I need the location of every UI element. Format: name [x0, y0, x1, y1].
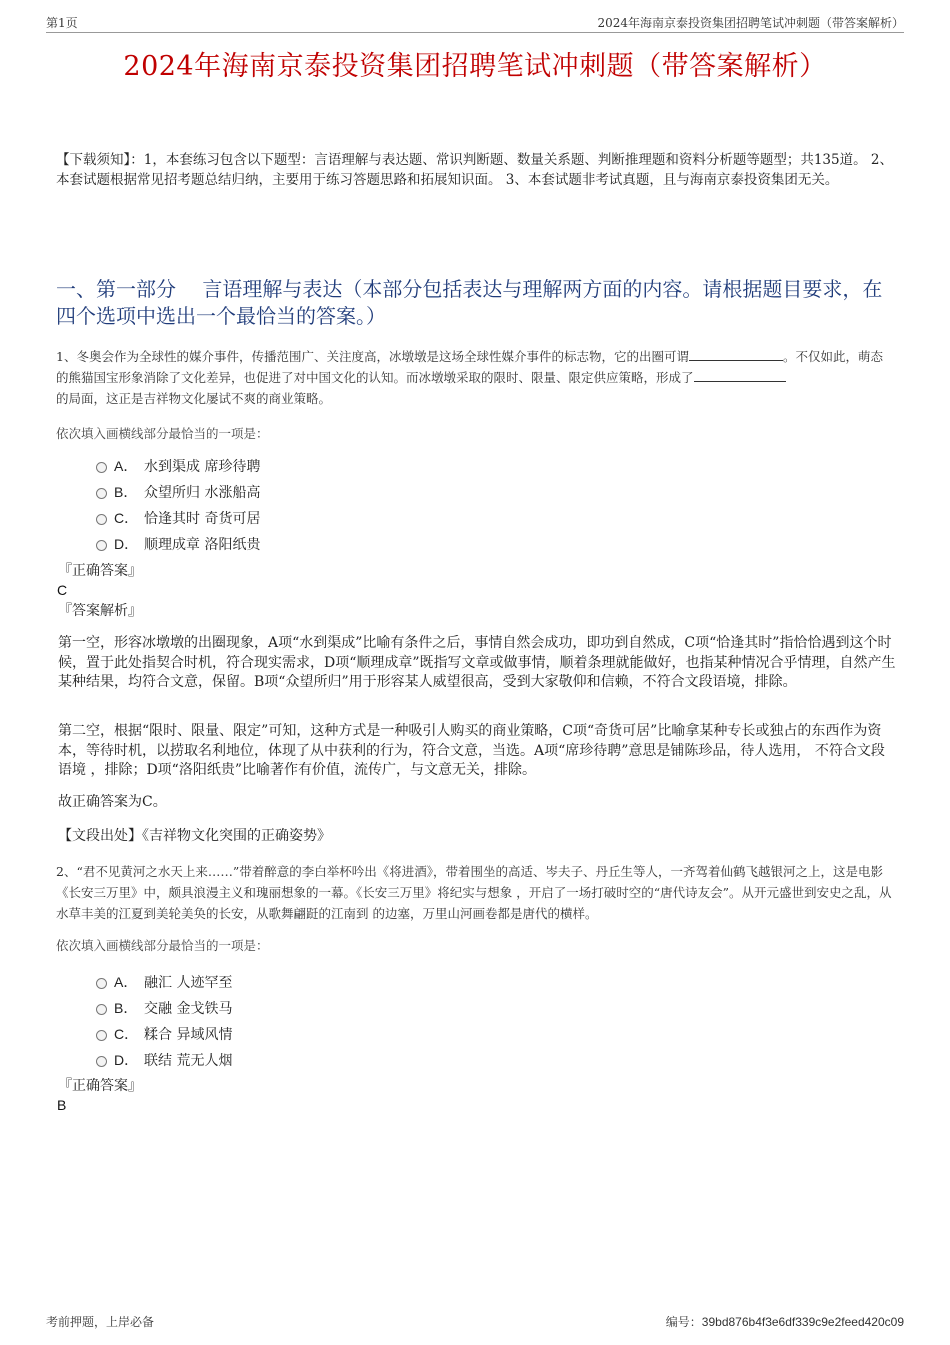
document-title: 2024年海南京泰投资集团招聘笔试冲刺题（带答案解析）: [123, 51, 827, 82]
question-2-prompt: 依次填入画横线部分最恰当的一项是：: [56, 938, 269, 953]
question-1-conclusion: 故正确答案为C。: [58, 794, 167, 810]
radio-icon[interactable]: [96, 978, 107, 989]
radio-icon[interactable]: [96, 462, 107, 473]
footer-slogan: 考前押题，上岸必备: [46, 1315, 155, 1329]
option-d[interactable]: D． 联结 荒无人烟: [96, 1047, 232, 1073]
footer-code-label: 编号：: [665, 1315, 702, 1329]
header-doc-name: 2024年海南京泰投资集团招聘笔试冲刺题（带答案解析）: [597, 16, 904, 30]
option-c[interactable]: C． 糅合 异域风情: [96, 1021, 232, 1047]
footer-code-value: 39bd876b4f3e6df339c9e2feed420c09: [701, 1315, 904, 1329]
radio-icon[interactable]: [96, 1004, 107, 1015]
question-1-prompt: 依次填入画横线部分最恰当的一项是：: [56, 426, 269, 441]
option-a[interactable]: A． 水到渠成 席珍待聘: [96, 453, 260, 479]
question-1-source: 【文段出处】《吉祥物文化突围的正确姿势》: [58, 828, 331, 844]
footer-code: [666, 1313, 904, 1330]
option-c[interactable]: C． 恰逢其时 奇货可居: [96, 505, 260, 531]
question-1-analysis-label: 『答案解析』: [58, 603, 142, 619]
question-1-options: [96, 453, 260, 557]
section-title: 一、第一部分 言语理解与表达（本部分包括表达与理解两方面的内容。请根据题目要求，在四个选项中选出一个最恰当的答案。）: [56, 277, 883, 328]
option-b[interactable]: B． 众望所归 水涨船高: [96, 479, 260, 505]
radio-icon[interactable]: [96, 1056, 107, 1067]
question-2-answer-label: 『正确答案』: [58, 1078, 142, 1094]
question-2-options: [96, 969, 232, 1073]
question-1-answer: C: [57, 582, 68, 598]
option-b[interactable]: B． 交融 金戈铁马: [96, 995, 232, 1021]
question-1-analysis-paragraph-2: 第二空，根据“限时、限量、限定”可知，这种方式是一种吸引人购买的商业策略，C项“奇货可居”比喻拿某种专长或独占的东西作为资本，等待时机，以捞取名利地位，体现了从中获利的行为，符合文意，当选。A项“席珍待聘”意思是铺陈珍品，待人选用， 不符合文段语境 ，排除；D项“洛阳纸贵”比喻著作有价值，流传广，与文意无关，排除。: [58, 723, 885, 778]
question-1-text-part-b: 。不仅如此，萌态的熊猫国宝形象消除了文化差异，也促进了对中国文化的认知。而冰墩墩采取的限时、限量、限定供应策略，形成了: [56, 349, 883, 385]
blank-line: [689, 348, 783, 361]
option-d[interactable]: D． 顺理成章 洛阳纸贵: [96, 531, 260, 557]
blank-line: [694, 369, 786, 382]
question-1-answer-label: 『正确答案』: [58, 563, 142, 579]
question-1-text: [56, 346, 892, 409]
page-header: [46, 14, 904, 33]
radio-icon[interactable]: [96, 1030, 107, 1041]
option-a[interactable]: A． 融汇 人迹罕至: [96, 969, 232, 995]
question-2-answer: B: [57, 1097, 67, 1113]
radio-icon[interactable]: [96, 488, 107, 499]
download-notice: 【下载须知】：1，本套练习包含以下题型：言语理解与表达题、常识判断题、数量关系题、判断推理题和资料分析题等题型；共135道。 2、本套试题根据常见招考题总结归纳，主要用于练习答题思路和拓展知识面。 3、本套试题非考试真题，且与海南京泰投资集团无关。: [56, 152, 893, 188]
radio-icon[interactable]: [96, 514, 107, 525]
question-1-text-part-a: 1、冬奥会作为全球性的媒介事件，传播范围广、关注度高，冰墩墩是这场全球性媒介事件的标志物，它的出圈可谓: [56, 349, 689, 364]
question-1-text-part-c: 的局面，这正是吉祥物文化屡试不爽的商业策略。: [56, 391, 332, 406]
question-1-analysis-paragraph-1: 第一空，形容冰墩墩的出圈现象，A项“水到渠成”比喻有条件之后，事情自然会成功，即功到自然成，C项“恰逢其时”指恰恰遇到这个时候，置于此处指契合时机，符合现实需求，D项“顺理成章”既指写文章或做事情，顺着条理就能做好，也指某种情况合乎情理，自然产生某种结果，均符合文意，保留。B项“众望所归”用于形容某人威望很高，受到大家敬仰和信赖，不符合文段语境，排除。: [58, 635, 896, 690]
radio-icon[interactable]: [96, 540, 107, 551]
page-number: 第1页: [46, 16, 78, 30]
question-2-text: 2、“君不见黄河之水天上来……”带着醉意的李白举杯吟出《将进酒》，带着围坐的高适、岑夫子、丹丘生等人，一齐驾着仙鹤飞越银河之上，这是电影《长安三万里》中，颇具浪漫主义和瑰丽想象的一幕。《长安三万里》将纪实与想象 ，开启了一场打破时空的“唐代诗友会”。从开元盛世到安史之乱，从水草丰美的江夏到美轮美奂的长安，从歌舞翩跹的江南到 的边塞，万里山河画卷都是唐代的横样。: [56, 864, 892, 921]
